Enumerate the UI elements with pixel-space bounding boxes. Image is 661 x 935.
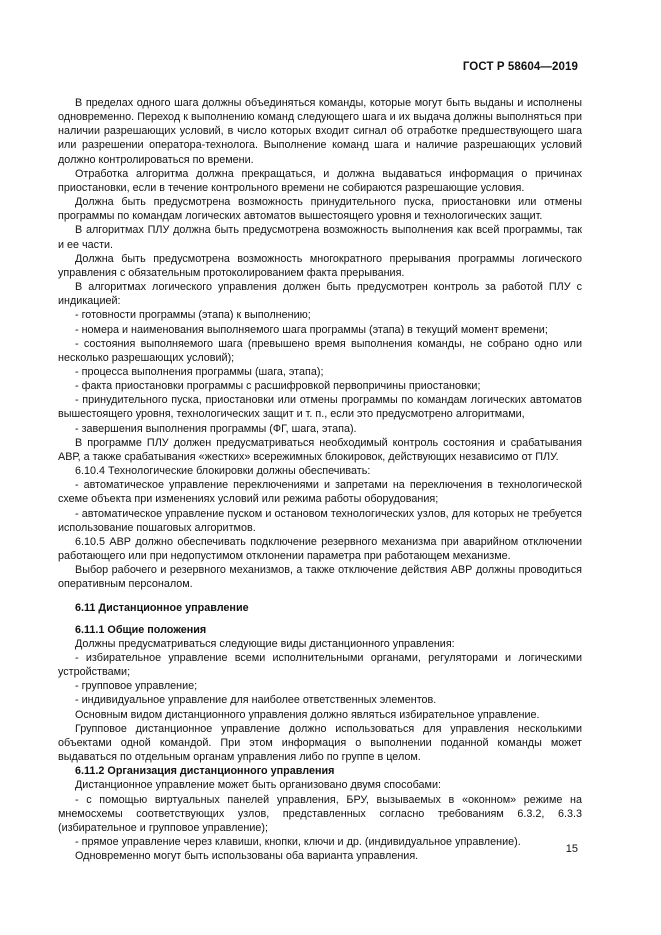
section-heading: 6.11 Дистанционное управление: [75, 602, 249, 615]
paragraph: Основным видом дистанционного управления должно являться избирательное управление.: [75, 708, 540, 721]
list-item: - номера и наименования выполняемого шага программы (этапа) в текущий момент времени;: [75, 323, 548, 336]
list-item: - с помощью виртуальных панелей управления, БРУ, вызываемых в «оконном» режиме на мнемосхемы соответствующих узлов, представленных согласно требованиям 6.3.2, 6.3.3 (избирательное и групповое управление);: [58, 793, 582, 834]
paragraph: Должна быть предусмотрена возможность многократного прерывания программы логического управления с обязательным протоколированием факта прерывания.: [58, 252, 582, 279]
subsection-heading: 6.11.2 Организация дистанционного управления: [75, 765, 335, 778]
list-item: - принудительного пуска, приостановки или отмены программы по командам логических автоматов вышестоящего уровня, технологических защит и т. п., если это предусмотрено алгоритмами,: [58, 394, 582, 421]
subsection-heading: 6.11.1 Общие положения: [75, 623, 207, 636]
list-item: - готовности программы (этапа) к выполнению;: [75, 309, 311, 322]
paragraph: Дистанционное управление может быть организовано двумя способами:: [75, 779, 442, 792]
list-item: - процесса выполнения программы (шага, этапа);: [75, 365, 324, 378]
list-item: - автоматическое управление переключениями и запретами на переключения в технологической схеме объекта при изменениях условий или режима работы оборудования;: [58, 479, 582, 506]
list-item: - индивидуальное управление для наиболее ответственных элементов.: [75, 694, 437, 707]
list-item: - факта приостановки программы с расшифровкой первопричины приостановки;: [75, 380, 481, 393]
list-item: - групповое управление;: [75, 680, 198, 693]
list-item: - избирательное управление всеми исполнительными органами, регуляторами и логическими устройствами;: [58, 651, 582, 679]
page-number: 15: [565, 843, 578, 855]
paragraph: В пределах одного шага должны объединяться команды, которые могут быть выданы и исполнены одновременно. Переход к выполнению команд следующего шага и их выдача должны выполняться при наличии разрешающих условий, в число которых входит сигнал об отработке предшествующего шага или разрешении оператора-технолога. Выполнение команд шага и наличие разрешающих условий должно контролироваться по времени.: [58, 97, 582, 166]
list-item: - прямое управление через клавиши, кнопки, ключи и др. (индивидуальное управление).: [75, 835, 521, 848]
paragraph: 6.10.4 Технологические блокировки должны обеспечивать:: [75, 465, 371, 478]
list-item: - завершения выполнения программы (ФГ, шага, этапа).: [75, 422, 357, 435]
paragraph: Должна быть предусмотрена возможность принудительного пуска, приостановки или отмены программы по командам логических автоматов вышестоящего уровня и технологических защит.: [58, 196, 582, 223]
page-content: [58, 96, 582, 863]
paragraph: Одновременно могут быть использованы оба варианта управления.: [75, 850, 419, 863]
paragraph: В алгоритмах логического управления должен быть предусмотрен контроль за работой ПЛУ с индикацией:: [58, 281, 582, 308]
paragraph: Выбор рабочего и резервного механизмов, а также отключение действия АВР должны проводиться оперативным персоналом.: [58, 564, 582, 591]
paragraph: 6.10.5 АВР должно обеспечивать подключение резервного механизма при аварийном отключении работающего или при недопустимом отклонении параметра при работающем механизме.: [58, 535, 582, 562]
paragraph: Групповое дистанционное управление должно использоваться для управления несколькими объектами одной командой. При этом информация о выполнении поданной команды может выдаваться по отдельным органам управления либо по группе в целом.: [58, 722, 582, 764]
paragraph: В программе ПЛУ должен предусматриваться необходимый контроль состояния и срабатывания АВР, а также срабатывания «жестких» всережимных блокировок, действующих независимо от ПЛУ.: [58, 436, 582, 463]
paragraph: В алгоритмах ПЛУ должна быть предусмотрена возможность выполнения как всей программы, так и ее части.: [58, 224, 582, 251]
list-item: - состояния выполняемого шага (превышено время выполнения команды, не собрано одно или несколько разрешающих условий);: [58, 337, 582, 364]
paragraph: Отработка алгоритма должна прекращаться, и должна выдаваться информация о причинах приостановки, если в течение контрольного времени не собираются разрешающие условия.: [58, 167, 582, 194]
document-id-header: ГОСТ Р 58604—2019: [462, 61, 578, 73]
list-item: - автоматическое управление пуском и остановом технологических узлов, для которых не требуется использование пошаговых алгоритмов.: [58, 507, 582, 534]
paragraph: Должны предусматриваться следующие виды дистанционного управления:: [75, 637, 455, 650]
